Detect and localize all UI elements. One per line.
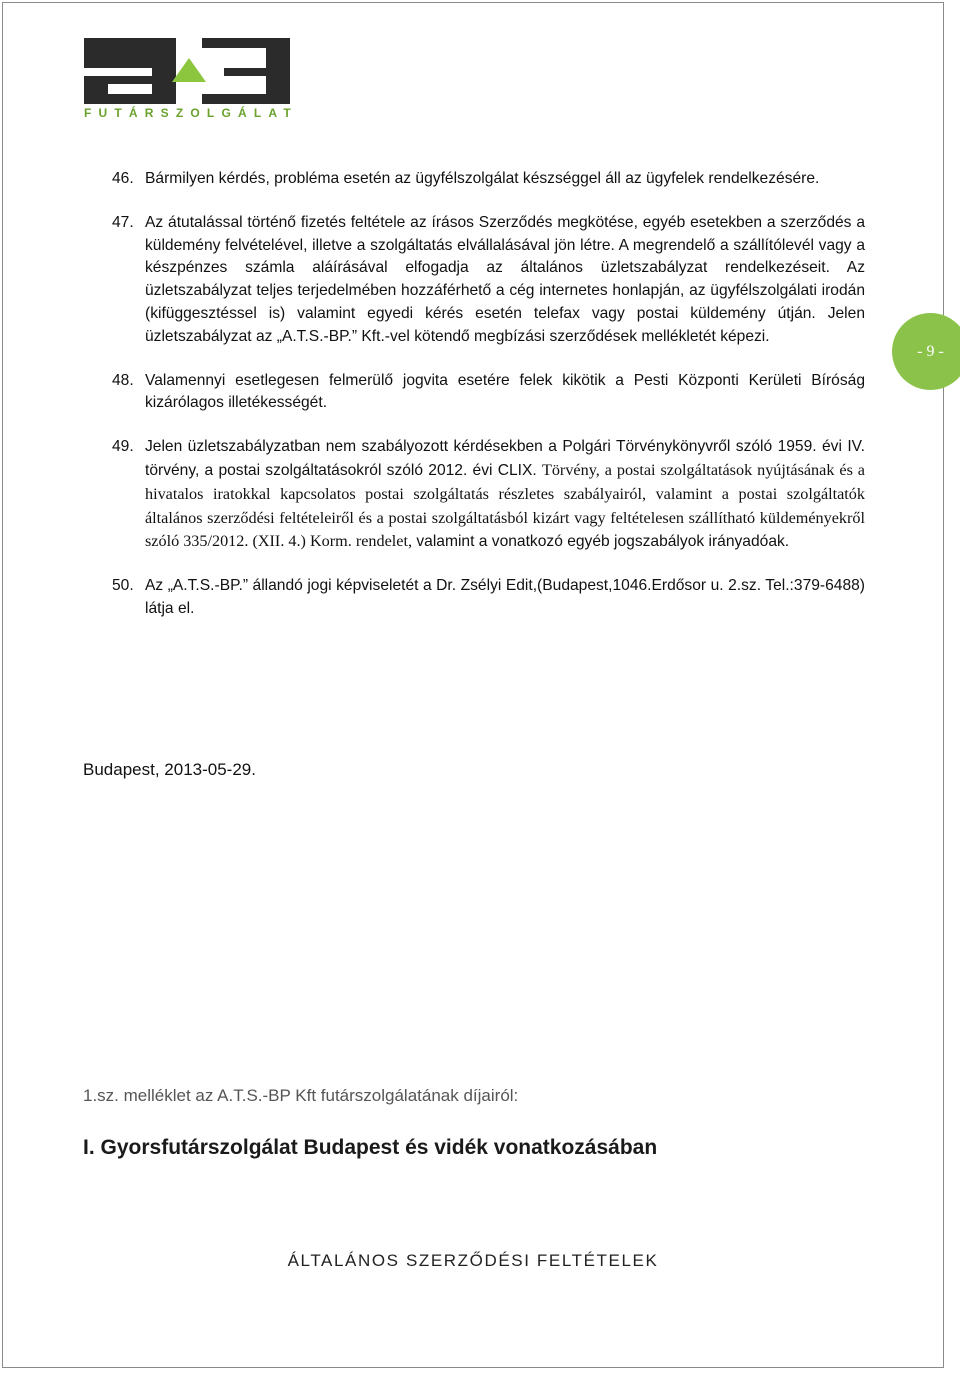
list-item [112, 168, 865, 191]
company-logo [84, 38, 298, 124]
list-item [112, 370, 865, 416]
a3-logo-icon [84, 38, 294, 104]
list-item [112, 212, 865, 349]
item-text-part: Jelen üzletszabályzatban nem szabályozott kérdésekben a Polgári Törvénykönyvről szóló 1959. évi IV. törvény, a postai szolgáltatásokról szóló 2012. évi CLIX. [145, 438, 865, 479]
item-number: 49. [112, 438, 134, 456]
terms-list [112, 168, 865, 642]
logo-text: FUTÁRSZOLGÁLAT [84, 106, 298, 120]
item-number: 47. [112, 213, 134, 231]
item-text-part-serif: Törvény, a postai szolgáltatások nyújtásának és a hivatalos iratokkal kapcsolatos postai szolgáltatás részletes szabályairól, valamint a postai szolgáltatók általános szerződési feltételeiről és a postai szolgáltatásból kizárt vagy feltételesen szállítható küldeményekről szóló 335/2012. (XII. 4.) Korm. rendelet, [145, 460, 865, 551]
item-text: Az „A.T.S.-BP.” állandó jogi képviseletét a Dr. Zsélyi Edit,(Budapest,1046.Erdősor u. 2.sz. Tel.:379-6488) látja el. [145, 577, 865, 617]
item-text-part: valamint a vonatkozó egyéb jogszabályok irányadóak. [416, 533, 790, 551]
logo-left-shape [84, 38, 176, 104]
list-item [112, 575, 865, 621]
item-number: 46. [112, 170, 134, 187]
page-number: - 9 - [917, 342, 944, 360]
list-item [112, 436, 865, 554]
page-footer: ÁLTALÁNOS SZERZŐDÉSI FELTÉTELEK [287, 1251, 659, 1270]
date-line: Budapest, 2013-05-29. [83, 760, 256, 779]
logo-green-triangle [172, 58, 206, 82]
logo-right-shape [202, 38, 290, 104]
item-text: Bármilyen kérdés, probléma esetén az ügyfélszolgálat készséggel áll az ügyfelek rendelkezésére. [145, 170, 820, 187]
item-number: 50. [112, 577, 134, 595]
item-number: 48. [112, 371, 134, 389]
item-text: Az átutalással történő fizetés feltétele az írásos Szerződés megkötése, egyéb esetekben a szerződés a küldemény felvételével, illetve a szolgáltatás elvállalásával jön létre. A megrendelő a szállítólevél vagy a készpénzes számla aláírásával elfogadja az általános üzletszabályzat rendelkezéseit. Az üzletszabályzat teljes terjedelmében hozzáférhető a cég internetes honlapján, az ügyfélszolgálati irodán (kifüggesztéssel is) valamint egyedi kérés esetén telefax vagy postai küldemény útján. Jelen üzletszabályzat az „A.T.S.-BP.” Kft.-vel kötendő megbízási szerződések mellékletét képezi. [145, 213, 865, 345]
page-number-badge [892, 313, 960, 390]
section-title: I. Gyorsfutárszolgálat Budapest és vidék vonatkozásában [83, 1136, 658, 1159]
item-text: Valamennyi esetlegesen felmerülő jogvita esetére felek kikötik a Pesti Központi Kerületi Bíróság kizárólagos illetékességét. [145, 371, 865, 412]
appendix-title: 1.sz. melléklet az A.T.S.-BP Kft futárszolgálatának díjairól: [83, 1086, 519, 1105]
